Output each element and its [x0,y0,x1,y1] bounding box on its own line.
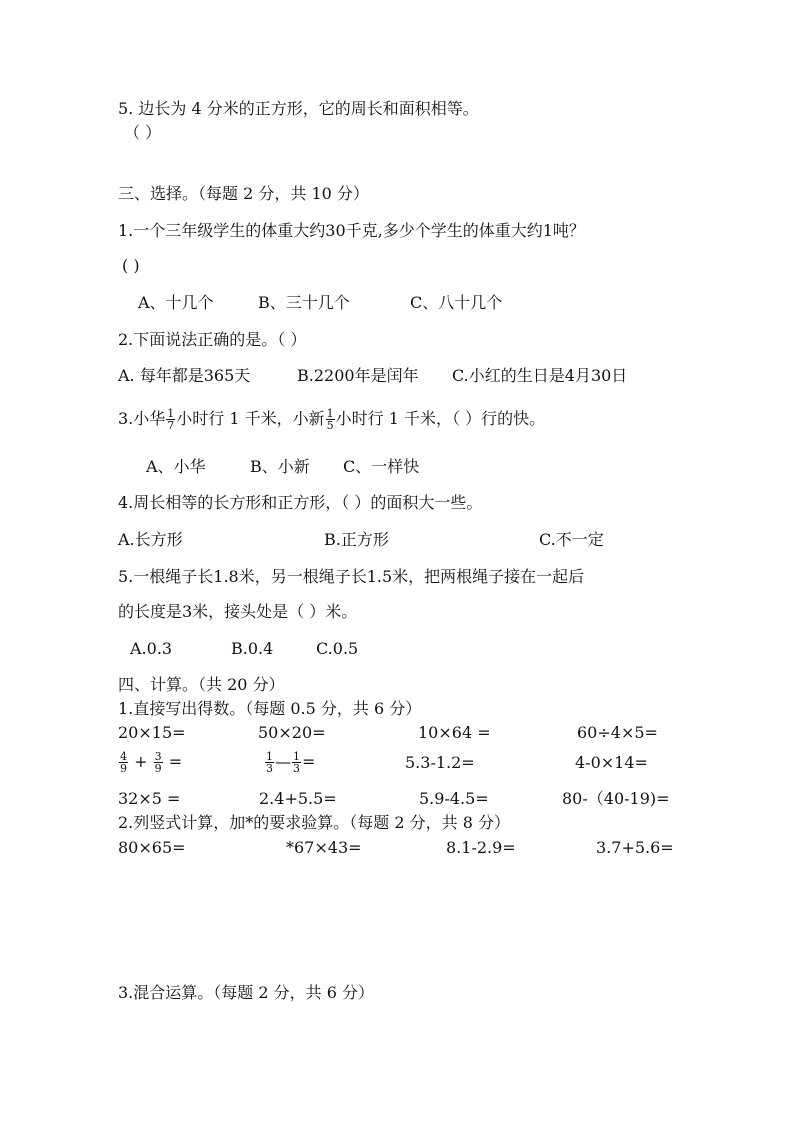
fraction: $\frac{3}{9}$ [154,750,162,775]
fraction: $\frac{1}{7}$ [167,407,175,432]
option-b: B.0.4 [231,639,274,658]
subsection-title-vertical: 2.列竖式计算，加*的要求验算。（每题 2 分，共 8 分） [118,813,510,832]
question-3-2: 2.下面说法正确的是。（ ） [118,330,307,349]
calc-item: 80×65= [118,838,186,857]
answer-blank[interactable]: （ ） [124,123,162,142]
calc-item: 80-（40-19)= [562,789,670,808]
calc-item: 20×15= [118,723,186,742]
calc-item: 32×5 = [118,789,181,808]
calc-item: 60÷4×5= [577,723,658,742]
option-b: B.正方形 [324,530,389,549]
calc-item: 8.1-2.9= [446,838,516,857]
calc-item: 5.9-4.5= [419,789,489,808]
calc-item: 5.3-1.2= [405,753,475,772]
fraction: $\frac{1}{3}$ [266,750,273,775]
section-title-calculation: 四、计算。（共 20 分） [118,675,285,694]
answer-blank[interactable]: ( ) [122,256,140,275]
question-text: 小时行 1 千米，（ ）行的快。 [335,409,546,428]
minus-sign: — [275,752,291,771]
fraction: $\frac{4}{9}$ [120,750,127,775]
calc-item: 3.7+5.6= [596,838,674,857]
subsection-title-direct: 1.直接写出得数。（每题 0.5 分，共 6 分） [118,699,422,718]
option-a: A、十几个 [138,293,214,312]
subsection-title-mixed: 3.混合运算。（每题 2 分，共 6 分） [118,983,374,1002]
calc-item: 10×64 = [418,723,491,742]
option-c: C.不一定 [539,530,604,549]
option-c: C.0.5 [316,639,359,658]
section-title-choice: 三、选择。（每题 2 分，共 10 分） [118,184,369,203]
option-c: C、一样快 [343,457,420,476]
calc-item-fraction-sum [118,746,182,778]
option-a: A.长方形 [118,530,183,549]
calc-item: *67×43= [286,838,362,857]
question-3-4: 4.周长相等的长方形和正方形，（ ）的面积大一些。 [118,493,483,512]
fraction: $\frac{1}{5}$ [326,407,334,432]
option-b: B、三十几个 [258,293,350,312]
plus-sign: + [134,752,148,771]
question-3-3 [118,404,545,434]
option-a: A.0.3 [130,639,173,658]
option-a: A、小华 [146,457,206,476]
equals-sign: = [168,752,183,771]
calc-item-fraction-diff [264,746,315,778]
question-3-5: 5.一根绳子长1.8米，另一根绳子长1.5米，把两根绳子接在一起后 [118,567,585,586]
option-c: C、八十几个 [410,293,503,312]
option-c: C.小红的生日是4月30日 [452,366,628,385]
question-3-1: 1.一个三年级学生的体重大约30千克,多少个学生的体重大约1吨？ [118,221,585,240]
question-3-5-continued: 的长度是3米，接头处是（ ）米。 [118,602,358,621]
fraction: $\frac{1}{3}$ [293,750,300,775]
calc-item: 2.4+5.5= [259,789,337,808]
calc-item: 50×20= [258,723,326,742]
equals-sign: = [302,752,316,771]
option-a: A. 每年都是365天 [118,366,251,385]
option-b: B.2200年是闰年 [297,366,419,385]
calc-item: 4-0×14= [575,753,648,772]
question-text: 3.小华 [118,409,166,428]
question-text: 小时行 1 千米，小新 [176,409,325,428]
option-b: B、小新 [250,457,310,476]
question-2-5: 5. 边长为 4 分米的正方形，它的周长和面积相等。 [118,99,479,118]
